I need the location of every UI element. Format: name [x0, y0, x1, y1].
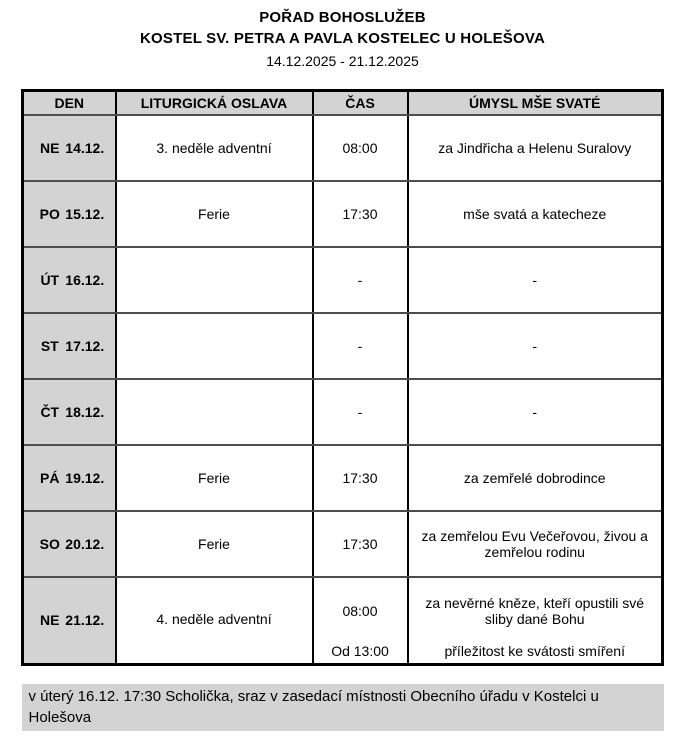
intention-text: za nevěrné kněze, kteří opustili své sliby dané Bohu — [425, 594, 645, 627]
intention-cell: - — [408, 313, 663, 379]
celebration-cell: Ferie — [116, 445, 313, 511]
day-abbr: ÚT — [40, 272, 60, 288]
time-text: 08:00 — [342, 602, 378, 619]
table-row — [23, 445, 663, 511]
page-header — [0, 0, 685, 69]
celebration-cell — [116, 577, 313, 664]
table-row — [23, 379, 663, 445]
table-row — [23, 181, 663, 247]
intention-cell: - — [408, 247, 663, 313]
table-row — [23, 247, 663, 313]
celebration-cell — [116, 379, 313, 445]
day-cell — [23, 181, 116, 247]
page-title: POŘAD BOHOSLUŽEB — [259, 9, 426, 26]
intention-text-2: příležitost ke svátosti smíření — [444, 642, 625, 659]
intention-cell: - — [408, 379, 663, 445]
day-cell — [23, 445, 116, 511]
day-date: 14.12. — [65, 140, 105, 156]
day-abbr: PÁ — [40, 470, 60, 486]
time-cell: 17:30 — [313, 445, 408, 511]
day-cell — [23, 247, 116, 313]
table-row — [23, 511, 663, 577]
table-row — [23, 313, 663, 379]
celebration-cell — [116, 247, 313, 313]
celebration-cell: Ferie — [116, 511, 313, 577]
intention-cell: mše svatá a katecheze — [408, 181, 663, 247]
page-subtitle: KOSTEL SV. PETRA A PAVLA KOSTELEC U HOLEŠOVA — [140, 30, 545, 47]
day-date: 21.12. — [65, 612, 105, 629]
column-header-den: DEN — [23, 91, 116, 116]
day-abbr: NE — [40, 140, 60, 156]
column-header-umysl: ÚMYSL MŠE SVATÉ — [408, 91, 663, 116]
day-abbr: ČT — [40, 404, 60, 420]
day-date: 16.12. — [65, 272, 105, 288]
celebration-cell: 3. neděle adventní — [116, 115, 313, 181]
day-date: 15.12. — [65, 206, 105, 222]
intention-cell — [408, 577, 663, 664]
day-cell — [23, 115, 116, 181]
celebration-cell: Ferie — [116, 181, 313, 247]
day-date: 18.12. — [65, 404, 105, 420]
time-cell: 08:00 — [313, 115, 408, 181]
time-cell: - — [313, 379, 408, 445]
intention-cell: za zemřelou Evu Večeřovou, živou a zemřelou rodinu — [408, 511, 663, 577]
day-abbr: NE — [40, 612, 60, 629]
day-cell — [23, 577, 116, 664]
footer-note: v úterý 16.12. 17:30 Scholička, sraz v zasedací místnosti Obecního úřadu v Kostelci u Holešova — [22, 684, 664, 732]
intention-cell: za zemřelé dobrodince — [408, 445, 663, 511]
time-cell: 17:30 — [313, 511, 408, 577]
day-date: 20.12. — [65, 536, 105, 552]
day-date: 17.12. — [65, 338, 105, 354]
table-row — [23, 115, 663, 181]
day-cell — [23, 379, 116, 445]
celebration-text-2 — [121, 659, 308, 662]
schedule-table — [21, 89, 664, 666]
day-abbr: SO — [39, 536, 60, 552]
day-abbr: PO — [39, 206, 60, 222]
time-cell: 17:30 — [313, 181, 408, 247]
day-cell — [23, 511, 116, 577]
intention-cell: za Jindřicha a Helenu Suralovy — [408, 115, 663, 181]
date-range: 14.12.2025 - 21.12.2025 — [266, 53, 419, 69]
day-cell — [23, 313, 116, 379]
column-header-cas: ČAS — [313, 91, 408, 116]
time-text-2: Od 13:00 — [331, 642, 389, 659]
day-abbr: ST — [40, 338, 59, 354]
celebration-cell — [116, 313, 313, 379]
day-date: 19.12. — [65, 470, 105, 486]
time-cell: - — [313, 313, 408, 379]
header-row — [23, 91, 663, 116]
celebration-text: 4. neděle adventní — [156, 610, 272, 627]
column-header-liturgicka-oslava: LITURGICKÁ OSLAVA — [116, 91, 313, 116]
time-cell — [313, 577, 408, 664]
time-cell: - — [313, 247, 408, 313]
table-row — [23, 577, 663, 664]
